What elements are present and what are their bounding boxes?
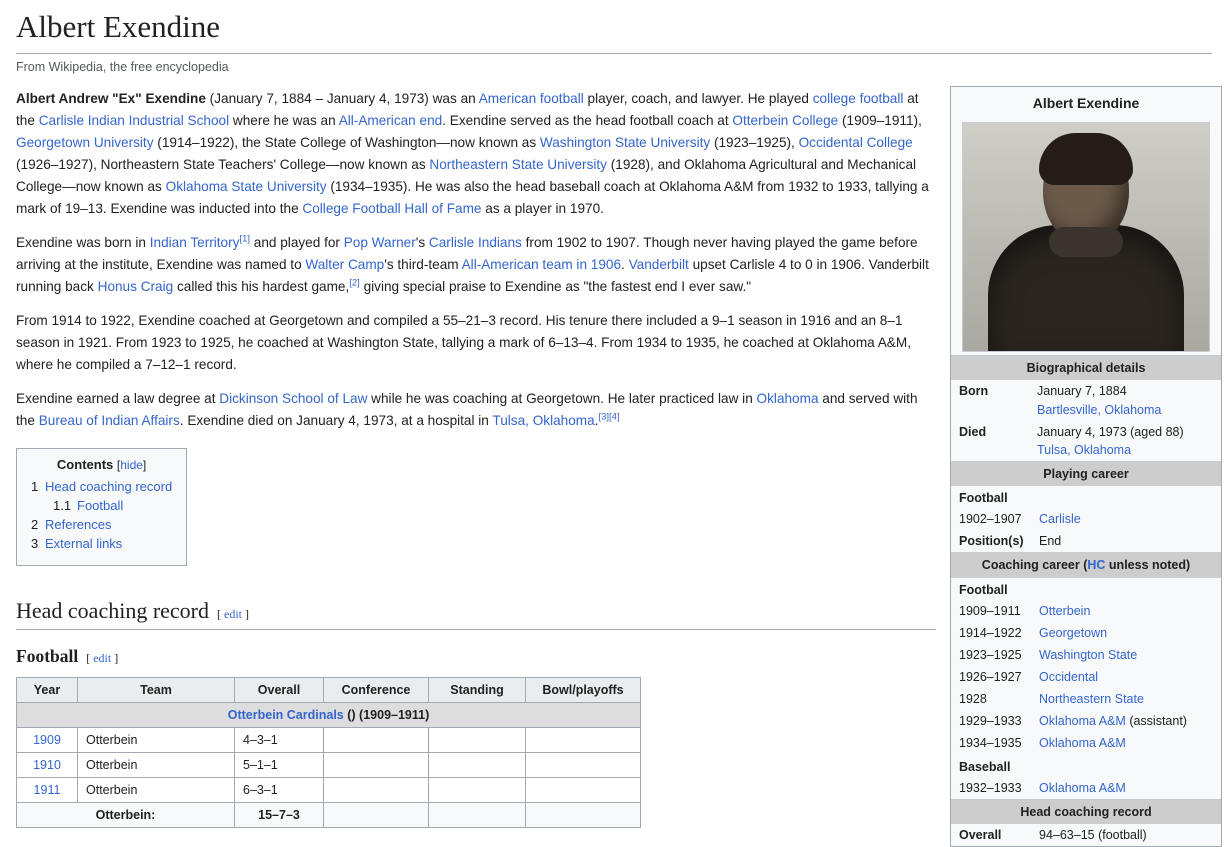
coaching-years: 1914–1922 [959,625,1022,640]
edit-link[interactable]: edit [224,606,243,621]
toc-link-external-links[interactable]: External links [45,535,123,551]
table-row [17,727,641,752]
playing-row-carlisle [951,508,1221,530]
link-all-american-end[interactable]: All-American end [338,112,443,128]
infobox-row-born [951,380,1221,420]
coaching-team [1039,734,1217,752]
edit-bracket-open: [ [217,606,225,621]
link-oklahoma-am-baseball[interactable]: Oklahoma A&M [1039,780,1126,795]
coaching-team [1039,779,1217,797]
link-otterbein-college[interactable]: Otterbein College [732,112,839,128]
paragraph-early-career [16,232,936,298]
toc-item-references[interactable] [31,517,172,532]
text: (1909–1911), [838,112,922,128]
paragraph-intro [16,88,936,220]
toc-item-football[interactable] [31,498,172,513]
link-honus-craig[interactable]: Honus Craig [97,278,174,294]
table-head [17,677,641,702]
coaching-note: (assistant) [1125,714,1187,729]
link-season-1910[interactable]: 1910 [33,757,61,772]
infobox-section-playing-career: Playing career [951,461,1221,486]
text: . [594,412,599,428]
link-vanderbilt[interactable]: Vanderbilt [628,256,689,272]
link-northeastern-state[interactable]: Northeastern State [1039,692,1144,707]
subject-name: Albert Andrew "Ex" Exendine [16,90,206,106]
infobox [950,86,1222,847]
cell-overall: 6–3–1 [235,777,324,802]
link-oklahoma-am-assistant[interactable]: Oklahoma A&M [1039,714,1126,729]
group-header-cell [17,702,641,727]
born-place [1037,401,1217,419]
coaching-team [1039,646,1217,664]
coaching-team [1039,712,1217,730]
coaching-team [1039,624,1217,642]
infobox-section-coaching-career [951,552,1221,577]
page-title: Albert Exendine [16,8,1212,54]
coaching-row-oklahoma-am-assistant [951,710,1221,732]
text: giving special praise to Exendine as "the fastest end I ever saw." [359,278,752,294]
text: player, coach, and lawyer. He played [583,90,813,106]
reference-4[interactable]: [4] [609,411,620,423]
column-header-team: Team [78,677,235,702]
link-bureau-of-indian-affairs[interactable]: Bureau of Indian Affairs [38,412,180,428]
text: (1926–1927), Northeastern State Teachers' College—now known as [16,156,430,172]
link-georgetown[interactable]: Georgetown [1039,625,1108,640]
infobox-title: Albert Exendine [951,87,1221,119]
text: as a player in 1970. [481,200,604,216]
page-subtitle: From Wikipedia, the free encyclopedia [16,59,229,74]
column-header-overall: Overall [235,677,324,702]
photo-collar [1049,227,1123,257]
toc-item-external-links[interactable] [31,536,172,551]
link-college-football-hall-of-fame[interactable]: College Football Hall of Fame [302,200,482,216]
toc-hide-link[interactable]: hide [120,457,143,472]
group-header-years: (1909–1911) [359,707,430,722]
text: (1928), and Oklahoma Agricultural and Mechanical College—now known as [16,156,917,194]
value-died [1037,423,1217,459]
article-body-column [16,88,936,828]
toc-number: 1 [31,478,39,494]
link-season-1911[interactable]: 1911 [33,782,61,797]
text: (January 7, 1884 – January 4, 1973) was an [205,90,479,106]
link-bartlesville-oklahoma[interactable]: Bartlesville, Oklahoma [1037,402,1162,417]
portrait-photo [962,122,1210,352]
toc-link-football[interactable]: Football [77,497,124,513]
label-died: Died [959,424,987,439]
value-position: End [1039,534,1062,549]
table-row [17,777,641,802]
subsection-title: Football [16,645,79,666]
cell-total-standing [429,802,526,827]
playing-years: 1902–1907 [959,512,1022,527]
paragraph-coaching-record: From 1914 to 1922, Exendine coached at Georgetown and compiled a 55–21–3 record. His tenure there included a 9–1 season in 1916 and an 8–1 season in 1921. From 1923 to 1925, he coached at Washington State, tallying a mark of 6–13–4. From 1934 to 1935, he coached at Oklahoma A&M, where he compiled a 7–12–1 record. [16,312,911,372]
edit-bracket-open: [ [86,650,94,665]
toc-number: 3 [31,535,39,551]
link-occidental[interactable]: Occidental [1039,670,1099,685]
link-american-football[interactable]: American football [478,90,584,106]
coaching-years: 1926–1927 [959,670,1022,685]
infobox-section-head-coaching-record: Head coaching record [951,799,1221,824]
text: (1934–1935). He was also the head baseball coach at Oklahoma A&M from 1932 to 1933, tallying a mark of 19–13. Exendine was inducted into the [16,178,929,216]
cell-standing [429,777,526,802]
table-of-contents [16,448,187,566]
coaching-football-label: Football [959,582,1008,597]
edit-link[interactable]: edit [93,650,112,665]
edit-section-link-1[interactable] [217,607,249,621]
coaching-years: 1928 [959,692,987,707]
cell-team: Otterbein [78,727,235,752]
value-born [1037,382,1217,418]
link-carlisle-indian-industrial-school[interactable]: Carlisle Indian Industrial School [38,112,230,128]
link-dickinson-school-of-law[interactable]: Dickinson School of Law [219,390,368,406]
link-tulsa-oklahoma-infobox[interactable]: Tulsa, Oklahoma [1037,442,1132,457]
coaching-years: 1909–1911 [959,603,1021,618]
text: and played for [250,234,344,250]
coaching-team [1039,690,1217,708]
text: upset Carlisle 4 to 0 in 1906. Vanderbilt running back [16,256,929,294]
title-block [0,0,1228,74]
cell-total-overall: 15–7–3 [235,802,324,827]
cell-bowl [526,752,641,777]
link-oklahoma[interactable]: Oklahoma [756,390,819,406]
value-overall-record: 94–63–15 (football) [1039,827,1147,842]
group-header-conference: () [347,707,356,722]
text: . Exendine served as the head football coach at [442,112,733,128]
edit-section-link-2[interactable] [86,651,118,665]
text: Exendine was born in [16,234,150,250]
infobox-image-container [951,119,1221,355]
toc-item-head-coaching-record[interactable] [31,479,172,494]
cell-overall: 4–3–1 [235,727,324,752]
toc-link-references[interactable]: References [45,516,112,532]
died-place [1037,441,1217,459]
reference-2[interactable]: [2] [349,277,360,289]
coaching-row-georgetown [951,622,1221,644]
paragraph-law-career [16,388,936,432]
toc-link-head-coaching-record[interactable]: Head coaching record [45,478,173,494]
photo-hair [1039,133,1133,185]
toc-bracket-close: ] [142,457,147,472]
link-washington-state[interactable]: Washington State [1039,647,1138,662]
link-otterbein-cardinals[interactable]: Otterbein Cardinals [227,707,344,722]
cell-year [17,752,78,777]
cell-conference [324,752,429,777]
table-group-header-row [17,702,641,727]
coaching-years: 1934–1935 [959,736,1022,751]
playing-sport-label: Football [959,491,1008,506]
link-carlisle[interactable]: Carlisle [1039,512,1081,527]
died-date: January 4, 1973 (aged 88) [1037,424,1184,439]
cell-total-conference [324,802,429,827]
text: called this his hardest game, [173,278,350,294]
section-title: Head coaching record [16,597,210,623]
column-header-bowl-playoffs: Bowl/playoffs [526,677,641,702]
edit-bracket-close: ] [242,606,250,621]
cell-team: Otterbein [78,777,235,802]
link-georgetown-university[interactable]: Georgetown University [16,134,154,150]
link-all-american-team-1906[interactable]: All-American team in 1906 [461,256,622,272]
text: while he was coaching at Georgetown. He later practiced law in [367,390,757,406]
coaching-years: 1923–1925 [959,647,1022,662]
toc-title-label: Contents [56,456,114,472]
coaching-row-baseball-oklahoma-am [951,777,1221,799]
table-body [17,702,641,827]
column-header-year: Year [17,677,78,702]
link-pop-warner[interactable]: Pop Warner [343,234,416,250]
text: at the [16,90,919,128]
coaching-record-table [16,677,641,828]
cell-bowl [526,777,641,802]
reference-3[interactable]: [3] [598,411,609,423]
link-otterbein[interactable]: Otterbein [1039,603,1091,618]
cell-overall: 5–1–1 [235,752,324,777]
text: 's [415,234,429,250]
link-tulsa-oklahoma[interactable]: Tulsa, Oklahoma [492,412,595,428]
playing-team [1039,510,1217,528]
link-college-football[interactable]: college football [812,90,904,106]
text: from 1902 to 1907. Though never having played the game before arriving at the institute, Exendine was named to [16,234,918,272]
cell-year [17,727,78,752]
text: (1923–1925), [710,134,799,150]
coaching-row-occidental [951,666,1221,688]
toc-number: 2 [31,516,39,532]
text: and served with the [16,390,918,428]
link-oklahoma-am[interactable]: Oklahoma A&M [1039,736,1126,751]
cell-team: Otterbein [78,752,235,777]
label-born: Born [959,384,989,399]
link-walter-camp[interactable]: Walter Camp [305,256,385,272]
cell-bowl [526,727,641,752]
infobox-section-biographical-details: Biographical details [951,355,1221,380]
text: Exendine earned a law degree at [16,390,220,406]
infobox-row-overall-record [951,824,1221,846]
text: (1914–1922), the State College of Washington—now known as [153,134,540,150]
label-positions: Position(s) [959,534,1024,549]
table-total-row [17,802,641,827]
toc-list [31,479,172,551]
coaching-years: 1929–1933 [959,714,1022,729]
text: 's third-team [384,256,462,272]
cell-total-label: Otterbein: [17,802,235,827]
coaching-baseball-label: Baseball [959,759,1011,774]
column-header-conference: Conference [324,677,429,702]
infobox-row-died [951,421,1221,461]
label-overall: Overall [959,827,1002,842]
toc-title [31,457,172,472]
coaching-row-oklahoma-am [951,732,1221,754]
coaching-years: 1932–1933 [959,780,1022,795]
coaching-row-otterbein [951,600,1221,622]
cell-conference [324,727,429,752]
column-header-standing: Standing [429,677,526,702]
cell-standing [429,752,526,777]
link-oklahoma-state-university[interactable]: Oklahoma State University [165,178,327,194]
cell-standing [429,727,526,752]
coaching-prefix: Coaching career ( [981,558,1088,573]
coaching-team [1039,602,1217,620]
text: where he was an [229,112,339,128]
link-occidental-college[interactable]: Occidental College [798,134,913,150]
link-season-1909[interactable]: 1909 [33,732,61,747]
link-carlisle-indians[interactable]: Carlisle Indians [428,234,522,250]
born-date: January 7, 1884 [1037,384,1127,399]
section-heading-head-coaching-record [16,598,936,630]
link-northeastern-state-university[interactable]: Northeastern State University [429,156,607,172]
text: . [621,256,629,272]
table-header-row [17,677,641,702]
subsection-heading-football [16,646,936,667]
link-indian-territory[interactable]: Indian Territory [149,234,240,250]
link-washington-state-university[interactable]: Washington State University [539,134,711,150]
cell-year [17,777,78,802]
coaching-suffix: unless noted) [1105,558,1191,573]
coaching-team [1039,668,1217,686]
cell-conference [324,777,429,802]
toc-toggle[interactable] [117,458,146,472]
coaching-row-washington-state [951,644,1221,666]
text: . Exendine died on January 4, 1973, at a hospital in [179,412,493,428]
cell-total-bowl [526,802,641,827]
toc-bracket-open: [ [116,457,121,472]
reference-1[interactable]: [1] [239,233,250,245]
playing-row-position [951,530,1221,552]
edit-bracket-close: ] [111,650,119,665]
toc-number: 1.1 [53,497,72,513]
link-head-coach-abbr[interactable]: HC [1087,558,1106,573]
table-row [17,752,641,777]
coaching-row-northeastern-state [951,688,1221,710]
